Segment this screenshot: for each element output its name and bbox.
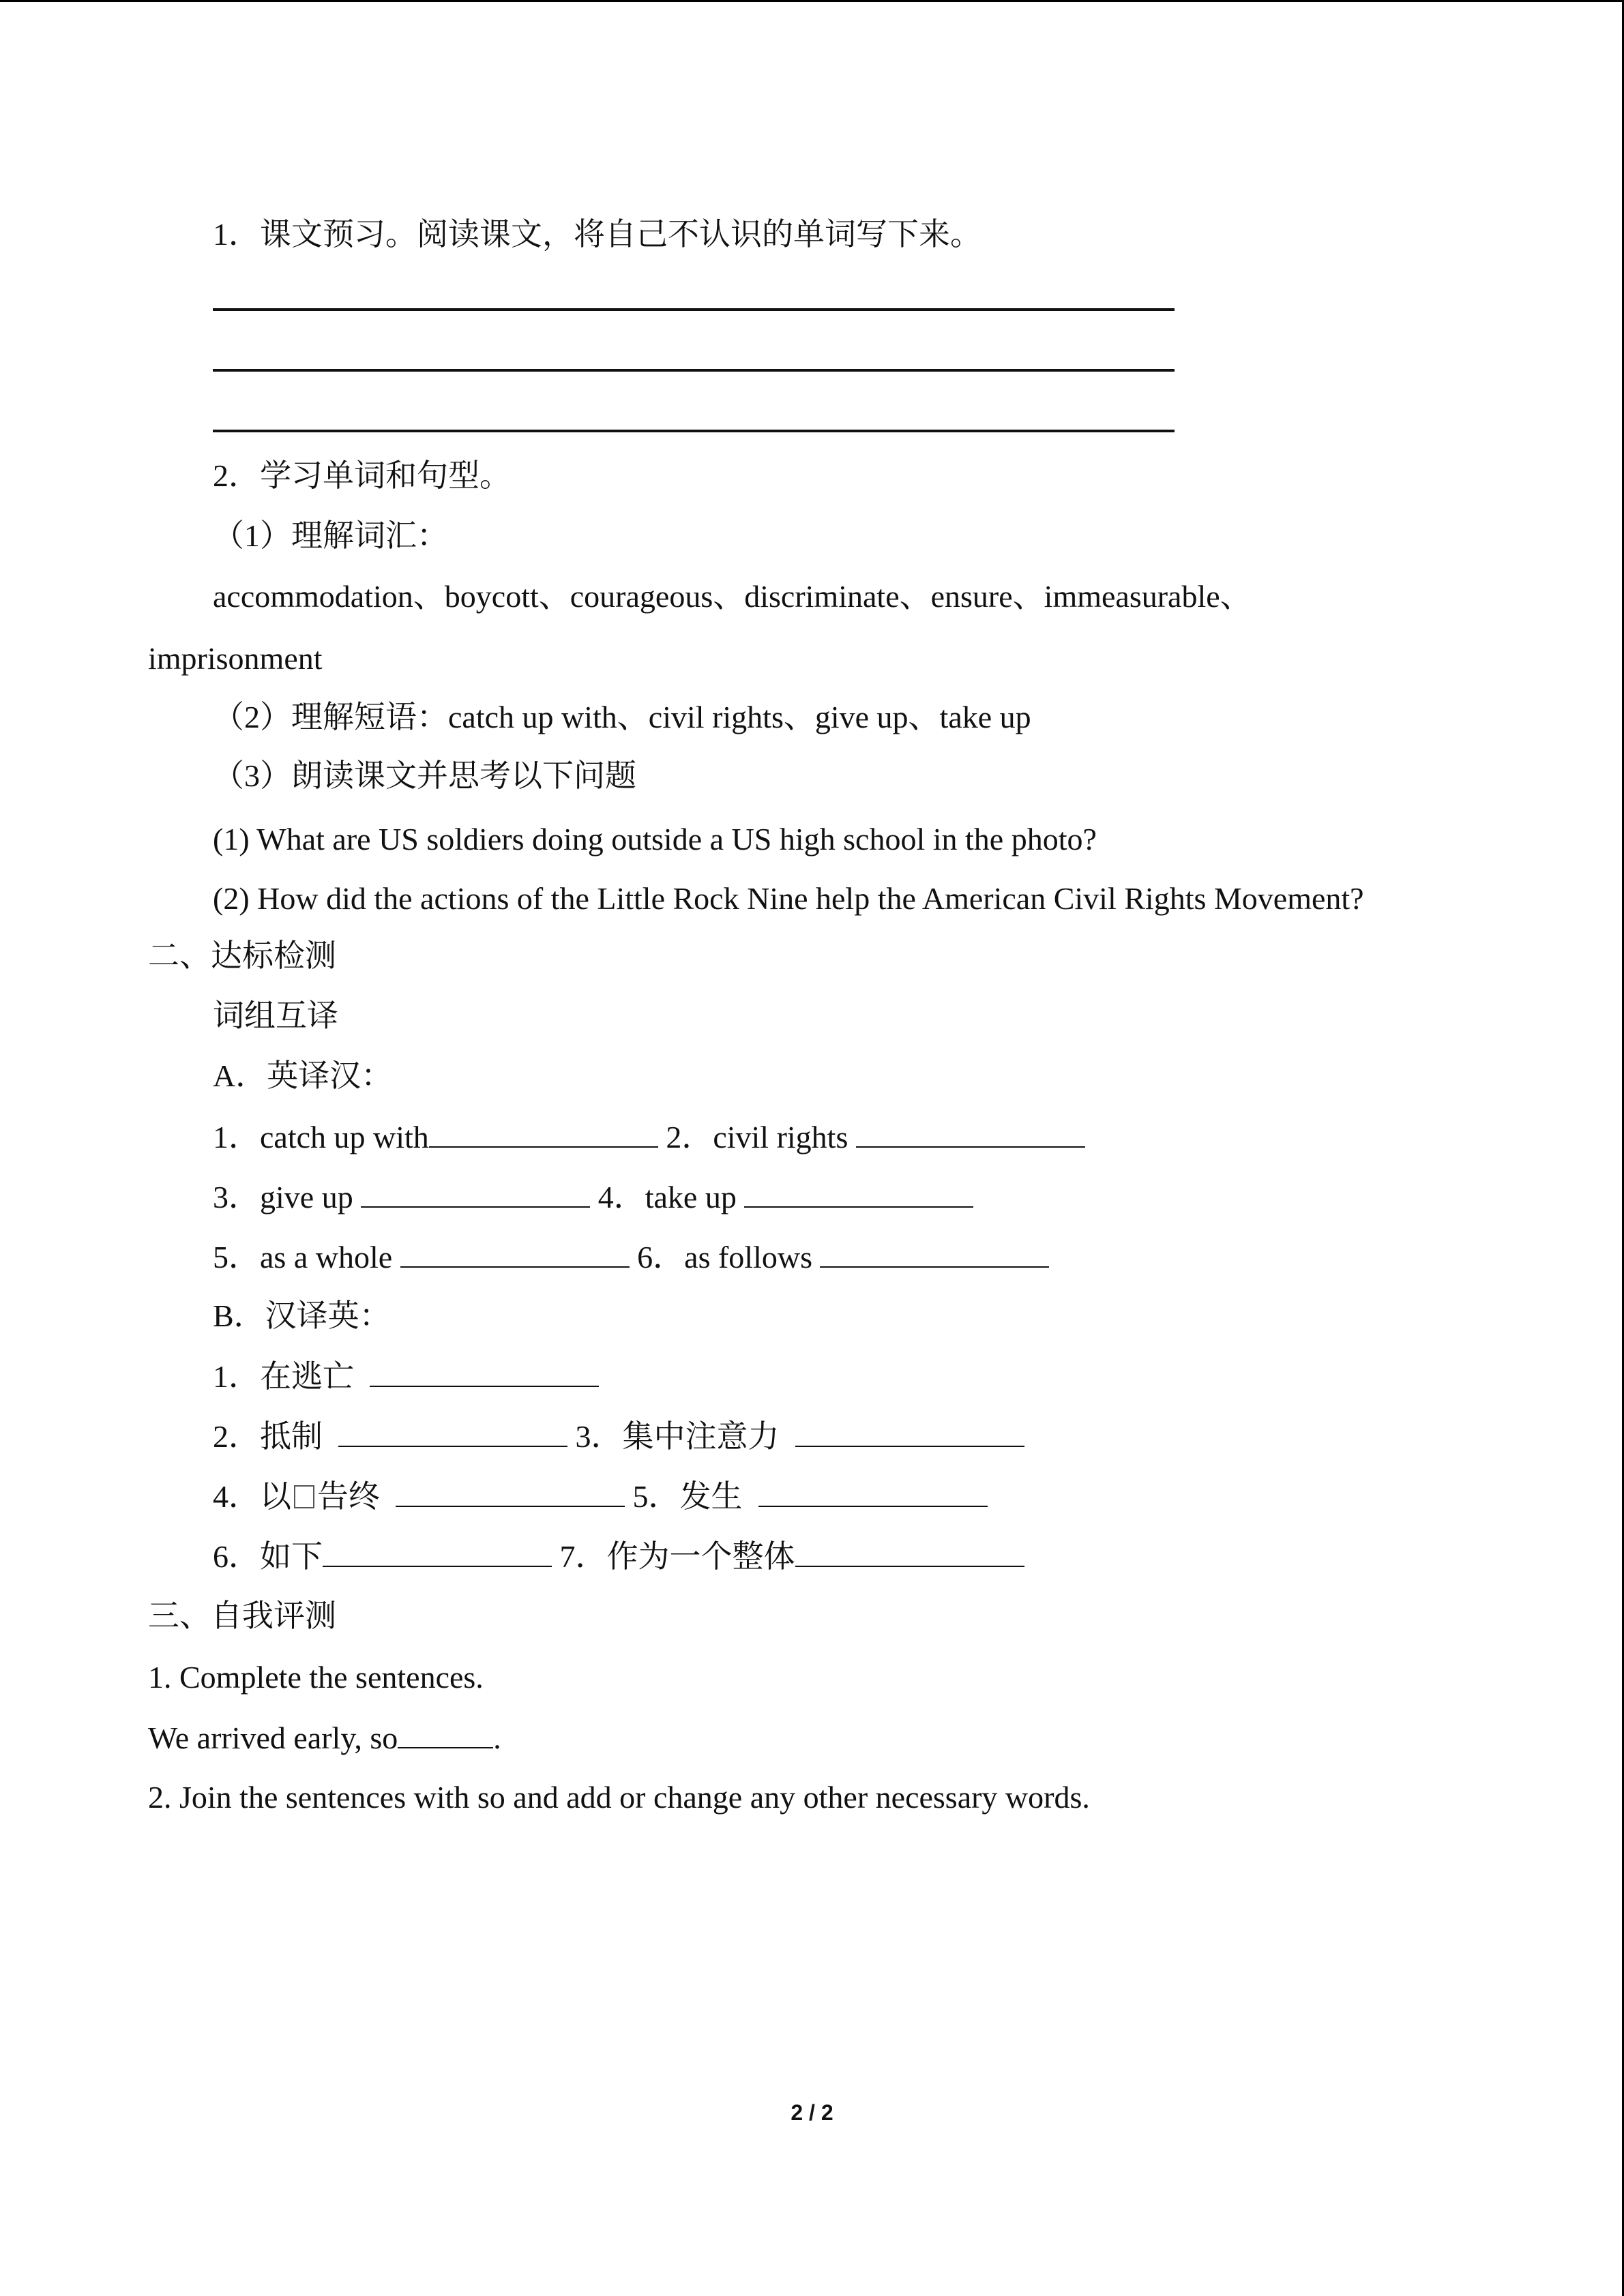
answer-blank[interactable]	[795, 1416, 1024, 1447]
sentence-item	[148, 1717, 501, 1759]
translation-row	[213, 1356, 599, 1397]
translation-row	[213, 1236, 1049, 1278]
phrase-item: 1．在逃亡	[213, 1359, 354, 1394]
page-number: 2 / 2	[791, 2100, 833, 2125]
question-1: (1) What are US soldiers doing outside a US high school in the photo?	[213, 822, 1097, 856]
phrase-item: 2．civil rights	[666, 1120, 848, 1154]
phrase-item: 7．作为一个整体	[559, 1539, 795, 1574]
answer-blank[interactable]	[396, 1476, 625, 1507]
answer-blank[interactable]	[361, 1176, 590, 1208]
phrase-item: 1．catch up with	[213, 1120, 429, 1154]
answer-line-2	[213, 369, 1175, 372]
phrase-item: 5．发生	[632, 1479, 743, 1514]
translation-row	[213, 1176, 973, 1218]
translation-intro: 词组互译	[213, 998, 338, 1033]
missing-character-box	[294, 1485, 314, 1508]
page-border-top	[0, 0, 1624, 2]
answer-line-3	[213, 430, 1175, 432]
study-task: 2．学习单词和句型。	[213, 458, 511, 493]
translation-row	[213, 1416, 1024, 1457]
answer-blank[interactable]	[400, 1236, 630, 1268]
phrase-item: 6．如下	[213, 1539, 323, 1574]
section-heading-2: 二、达标检测	[148, 938, 336, 973]
phrase-item: 3．集中注意力	[575, 1419, 780, 1454]
section-heading-3: 三、自我评测	[148, 1598, 336, 1633]
phrase-item: 2．抵制	[213, 1419, 323, 1454]
preview-task: 1．课文预习。阅读课文，将自己不认识的单词写下来。	[213, 217, 981, 252]
phrase-item: 6．as follows	[637, 1240, 812, 1274]
answer-line-1	[213, 308, 1175, 311]
sentence-text: We arrived early, so	[148, 1720, 398, 1755]
vocab-list: accommodation、boycott、courageous、discriminate、ensure、immeasurable、	[213, 579, 1252, 614]
phrase-list: （2）理解短语：catch up with、civil rights、give up、take up	[213, 700, 1031, 734]
task-complete-sentences: 1. Complete the sentences.	[148, 1660, 484, 1695]
vocab-heading: （1）理解词汇：	[213, 518, 448, 553]
answer-blank[interactable]	[856, 1116, 1085, 1148]
phrase-item: 告终	[317, 1479, 380, 1514]
task-join-sentences: 2. Join the sentences with so and add or change any other necessary words.	[148, 1780, 1090, 1815]
answer-blank[interactable]	[398, 1717, 493, 1748]
part-b-heading: B．汉译英：	[213, 1298, 391, 1333]
answer-blank[interactable]	[758, 1476, 988, 1507]
phrase-item: 5．as a whole	[213, 1240, 393, 1274]
translation-row	[213, 1116, 1085, 1158]
question-2: (2) How did the actions of the Little Rock Nine help the American Civil Rights Movement?	[213, 881, 1364, 916]
phrase-item: 4．以	[213, 1479, 291, 1514]
reading-heading: （3）朗读课文并思考以下问题	[213, 758, 636, 793]
vocab-list-cont: imprisonment	[148, 641, 323, 676]
translation-row	[213, 1476, 988, 1517]
sentence-end: .	[493, 1720, 501, 1755]
answer-blank[interactable]	[338, 1416, 567, 1447]
answer-blank[interactable]	[820, 1236, 1049, 1268]
answer-blank[interactable]	[795, 1536, 1024, 1567]
answer-blank[interactable]	[744, 1176, 973, 1208]
part-a-heading: A．英译汉：	[213, 1058, 393, 1093]
answer-blank[interactable]	[370, 1356, 599, 1387]
phrase-item: 4．take up	[597, 1180, 737, 1214]
phrase-item: 3．give up	[213, 1180, 353, 1214]
answer-blank[interactable]	[429, 1116, 658, 1148]
translation-row	[213, 1536, 1024, 1577]
answer-blank[interactable]	[323, 1536, 552, 1567]
